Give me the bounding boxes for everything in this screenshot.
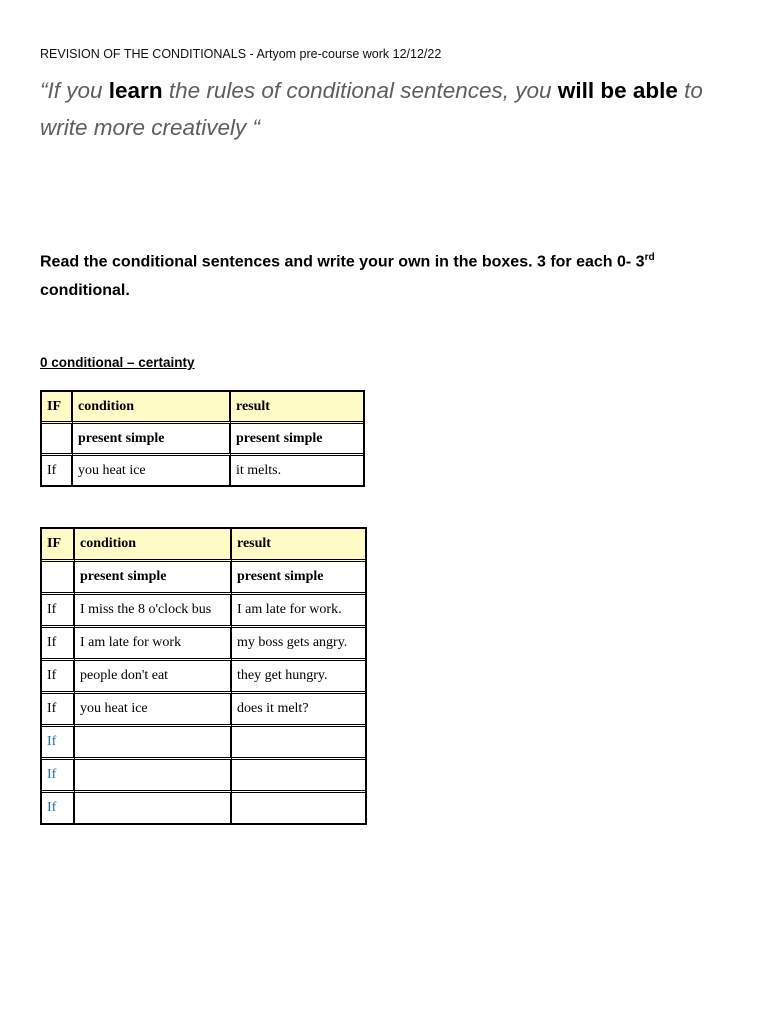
cell-if: If <box>42 595 75 628</box>
cell-if: If <box>42 727 75 760</box>
instruction-text: Read the conditional sentences and write your own in the boxes. 3 for each 0- 3 <box>40 253 645 271</box>
table-row <box>42 595 365 628</box>
cell-result: does it melt? <box>232 694 365 727</box>
cell-result: I am late for work. <box>232 595 365 628</box>
document-header: REVISION OF THE CONDITIONALS - Artyom pre-course work 12/12/22 <box>40 47 442 61</box>
table-header-row <box>42 529 365 562</box>
table-row <box>42 456 363 485</box>
blank-result-cell[interactable] <box>232 727 365 760</box>
cell-result: they get hungry. <box>232 661 365 694</box>
cell-condition: I miss the 8 o'clock bus <box>75 595 232 628</box>
blank-condition-cell[interactable] <box>75 793 232 823</box>
cell-result: it melts. <box>236 462 282 478</box>
cell-if: If <box>42 760 75 793</box>
subheader-cell-result: present simple <box>231 424 363 456</box>
cell-if: If <box>42 694 75 727</box>
practice-table <box>40 527 367 825</box>
blank-row <box>42 793 365 823</box>
cell-if: If <box>42 793 75 823</box>
subheader-cell-if <box>42 424 73 456</box>
instruction <box>40 243 740 305</box>
table-row <box>42 694 365 727</box>
cell-if: If <box>42 628 75 661</box>
instruction-superscript: rd <box>644 252 655 263</box>
example-table <box>40 390 365 487</box>
header-cell-condition: condition <box>75 529 232 562</box>
blank-row <box>42 760 365 793</box>
table-row <box>42 661 365 694</box>
cell-condition: I am late for work <box>75 628 232 661</box>
cell-condition: you heat ice <box>73 456 231 485</box>
table-row <box>42 628 365 661</box>
header-cell-condition: condition <box>73 392 231 424</box>
quote-will-be-able: will be able <box>557 78 678 103</box>
header-cell-if: IF <box>42 529 75 562</box>
cell-result: my boss gets angry. <box>232 628 365 661</box>
blank-result-cell[interactable] <box>232 793 365 823</box>
subheader-cell-if <box>42 562 75 595</box>
table-subheader-row <box>42 424 363 456</box>
subheader-cell-condition: present simple <box>73 424 231 456</box>
header-cell-if: IF <box>42 392 73 424</box>
instruction-text-end: conditional. <box>40 282 130 300</box>
blank-result-cell[interactable] <box>232 760 365 793</box>
blank-condition-cell[interactable] <box>75 760 232 793</box>
cell-condition: people don't eat <box>75 661 232 694</box>
quote-learn: learn <box>108 78 163 103</box>
quote <box>40 72 740 146</box>
quote-part-3: to write more creatively “ <box>40 78 703 140</box>
header-cell-result: result <box>231 392 363 424</box>
table-header-row <box>42 392 363 424</box>
subheader-cell-result: present simple <box>232 562 365 595</box>
header-cell-result: result <box>232 529 365 562</box>
blank-condition-cell[interactable] <box>75 727 232 760</box>
blank-row <box>42 727 365 760</box>
section-heading: 0 conditional – certainty <box>40 355 195 370</box>
quote-part-2: the rules of conditional sentences, you <box>162 78 558 103</box>
table-subheader-row <box>42 562 365 595</box>
quote-part-1: “If you <box>40 78 109 103</box>
cell-condition: you heat ice <box>75 694 232 727</box>
subheader-cell-condition: present simple <box>75 562 232 595</box>
cell-if: If <box>42 456 73 485</box>
cell-if: If <box>42 661 75 694</box>
